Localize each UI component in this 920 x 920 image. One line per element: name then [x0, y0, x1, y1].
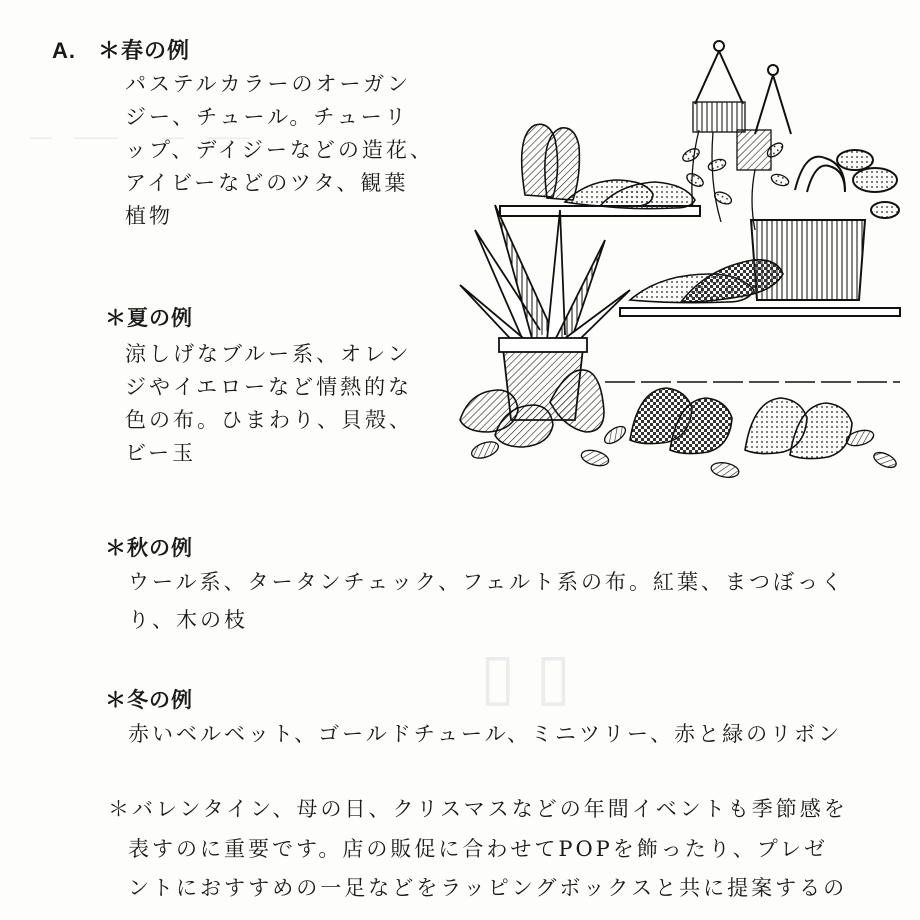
autumn-line-1: ウール系、タータンチェック、フェルト系の布。紅葉、まつぼっく [128, 570, 846, 594]
events-line-3: ントにおすすめの一足などをラッピングボックスと共に提案するの [128, 876, 848, 900]
shoe-display-illustration [455, 30, 905, 480]
spring-title: ＊春の例 [98, 38, 191, 63]
middle-shelf [620, 308, 900, 316]
events-line-2: 表すのに重要です。店の販促に合わせてPOPを飾ったり、プレゼ [128, 837, 828, 861]
winter-title: ＊冬の例 [105, 688, 193, 712]
section-letter: A. [52, 38, 76, 63]
winter-line-1: 赤いベルベット、ゴールドチュール、ミニツリー、赤と緑のリボン [128, 722, 843, 746]
shoe [522, 124, 695, 208]
show-through-decoration: ▯ ▯ [480, 640, 571, 714]
autumn-title: ＊秋の例 [105, 536, 193, 560]
summer-body: 涼しげなブルー系、オレン ジやイエローなど情熱的な 色の布。ひまわり、貝殻、 ビー玉 [125, 342, 413, 465]
section-a-heading [52, 34, 190, 65]
autumn-line-2: り、木の枝 [128, 608, 248, 632]
spiky-potted-plant [460, 205, 630, 420]
show-through-decoration: ― ―― ― ―― [30, 125, 251, 150]
summer-title: ＊夏の例 [105, 306, 193, 330]
spring-body: パステルカラーのオーガン ジー、チュール。チューリ ップ、デイジーなどの造花、 アイビーなどのツタ、観葉 植物 [125, 72, 434, 228]
events-line-1: ＊バレンタイン、母の日、クリスマスなどの年間イベントも季節感を [108, 797, 848, 821]
